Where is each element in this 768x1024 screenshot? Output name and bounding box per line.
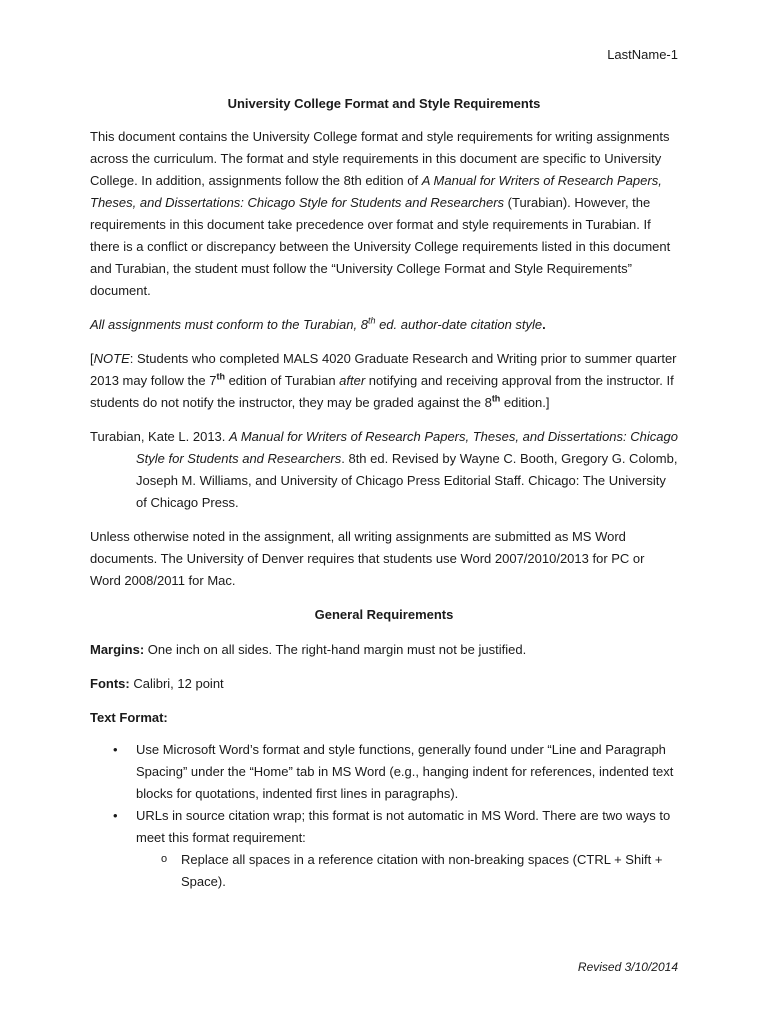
fonts-paragraph bbox=[90, 673, 678, 695]
intro-paragraph bbox=[90, 126, 678, 302]
citation-text-1: Turabian, Kate L. 2013. bbox=[90, 429, 230, 444]
conform-text-2: ed. author-date citation style bbox=[375, 317, 543, 332]
citation-title: A Manual for Writers of Research Papers, Theses, and Dissertations: Chicago Style for Students and Researchers bbox=[136, 429, 678, 466]
intro-text-1: This document contains the University College format and style requirements for writing assignments across the curriculum. The format and style requirements in this document are specific to University College. In addition, assignments follow the 8th edition of bbox=[90, 129, 670, 188]
conform-text-1: All assignments must conform to the Turabian, 8 bbox=[90, 317, 368, 332]
document-title: University College Format and Style Requirements bbox=[227, 96, 541, 111]
sub-list-item: o Replace all spaces in a reference citation with non-breaking spaces (CTRL + Shift + Space). bbox=[136, 849, 678, 893]
text-format-label: Text Format: bbox=[90, 710, 168, 725]
note-sup-2: th bbox=[491, 393, 501, 404]
manual-title: A Manual for Writers of Research Papers, Theses, and Dissertations: Chicago Style for Students and Researchers bbox=[90, 173, 662, 210]
note-text-2: edition of Turabian bbox=[224, 373, 340, 388]
fonts-label: Fonts: bbox=[90, 676, 130, 691]
note-paragraph bbox=[90, 348, 678, 414]
note-open: [ bbox=[90, 351, 94, 366]
text-format-paragraph bbox=[90, 707, 678, 729]
conform-sup: th bbox=[367, 315, 376, 326]
sub-list bbox=[136, 849, 678, 893]
fonts-text: Calibri, 12 point bbox=[129, 676, 224, 691]
turabian-citation bbox=[90, 426, 678, 514]
note-label: NOTE bbox=[93, 351, 130, 366]
margins-text: One inch on all sides. The right-hand margin must not be justified. bbox=[144, 642, 527, 657]
page-header: LastName-1 bbox=[607, 47, 678, 62]
note-text-3: notifying and receiving approval from the instructor. If students do not notify the instructor, they may be graded against the 8 bbox=[90, 373, 674, 410]
revision-footer: Revised 3/10/2014 bbox=[577, 960, 678, 974]
note-sup-1: th bbox=[216, 371, 225, 382]
list-item: • Use Microsoft Word’s format and style functions, generally found under “Line and Paragraph Spacing” under the “Home” tab in MS Word (e.g., hanging indent for references, indented text blocks for quotations, indented first lines in paragraphs). bbox=[90, 739, 678, 805]
margins-label: Margins: bbox=[90, 642, 145, 657]
general-requirements-heading: General Requirements bbox=[314, 607, 454, 622]
text-format-list bbox=[90, 739, 678, 893]
citation-text-2: . 8th ed. Revised by Wayne C. Booth, Gregory G. Colomb, Joseph M. Williams, and University of Chicago Press Editorial Staff. Chicago: The University of Chicago Press. bbox=[136, 451, 678, 510]
margins-paragraph bbox=[90, 639, 678, 661]
conform-paragraph bbox=[90, 314, 678, 336]
conform-period: . bbox=[542, 317, 546, 332]
note-after: after bbox=[339, 373, 366, 388]
note-text-4: edition.] bbox=[500, 395, 550, 410]
document-body bbox=[90, 93, 678, 893]
list-item bbox=[90, 805, 678, 893]
note-text-1: : Students who completed MALS 4020 Graduate Research and Writing prior to summer quarter 2013 may follow the 7 bbox=[90, 351, 677, 388]
intro-text-2: (Turabian). However, the requirements in this document take precedence over format and style requirements in Turabian. If there is a conflict or discrepancy between the University College requirements listed in this document and Turabian, the student must follow the “University College Format and Style Requirements” document. bbox=[90, 195, 671, 298]
list-item-text: URLs in source citation wrap; this format is not automatic in MS Word. There are two ways to meet this format requirement: bbox=[136, 808, 671, 845]
word-paragraph: Unless otherwise noted in the assignment, all writing assignments are submitted as MS Word documents. The University of Denver requires that students use Word 2007/2010/2013 for PC or Word 2008/2011 for Mac. bbox=[90, 529, 645, 588]
